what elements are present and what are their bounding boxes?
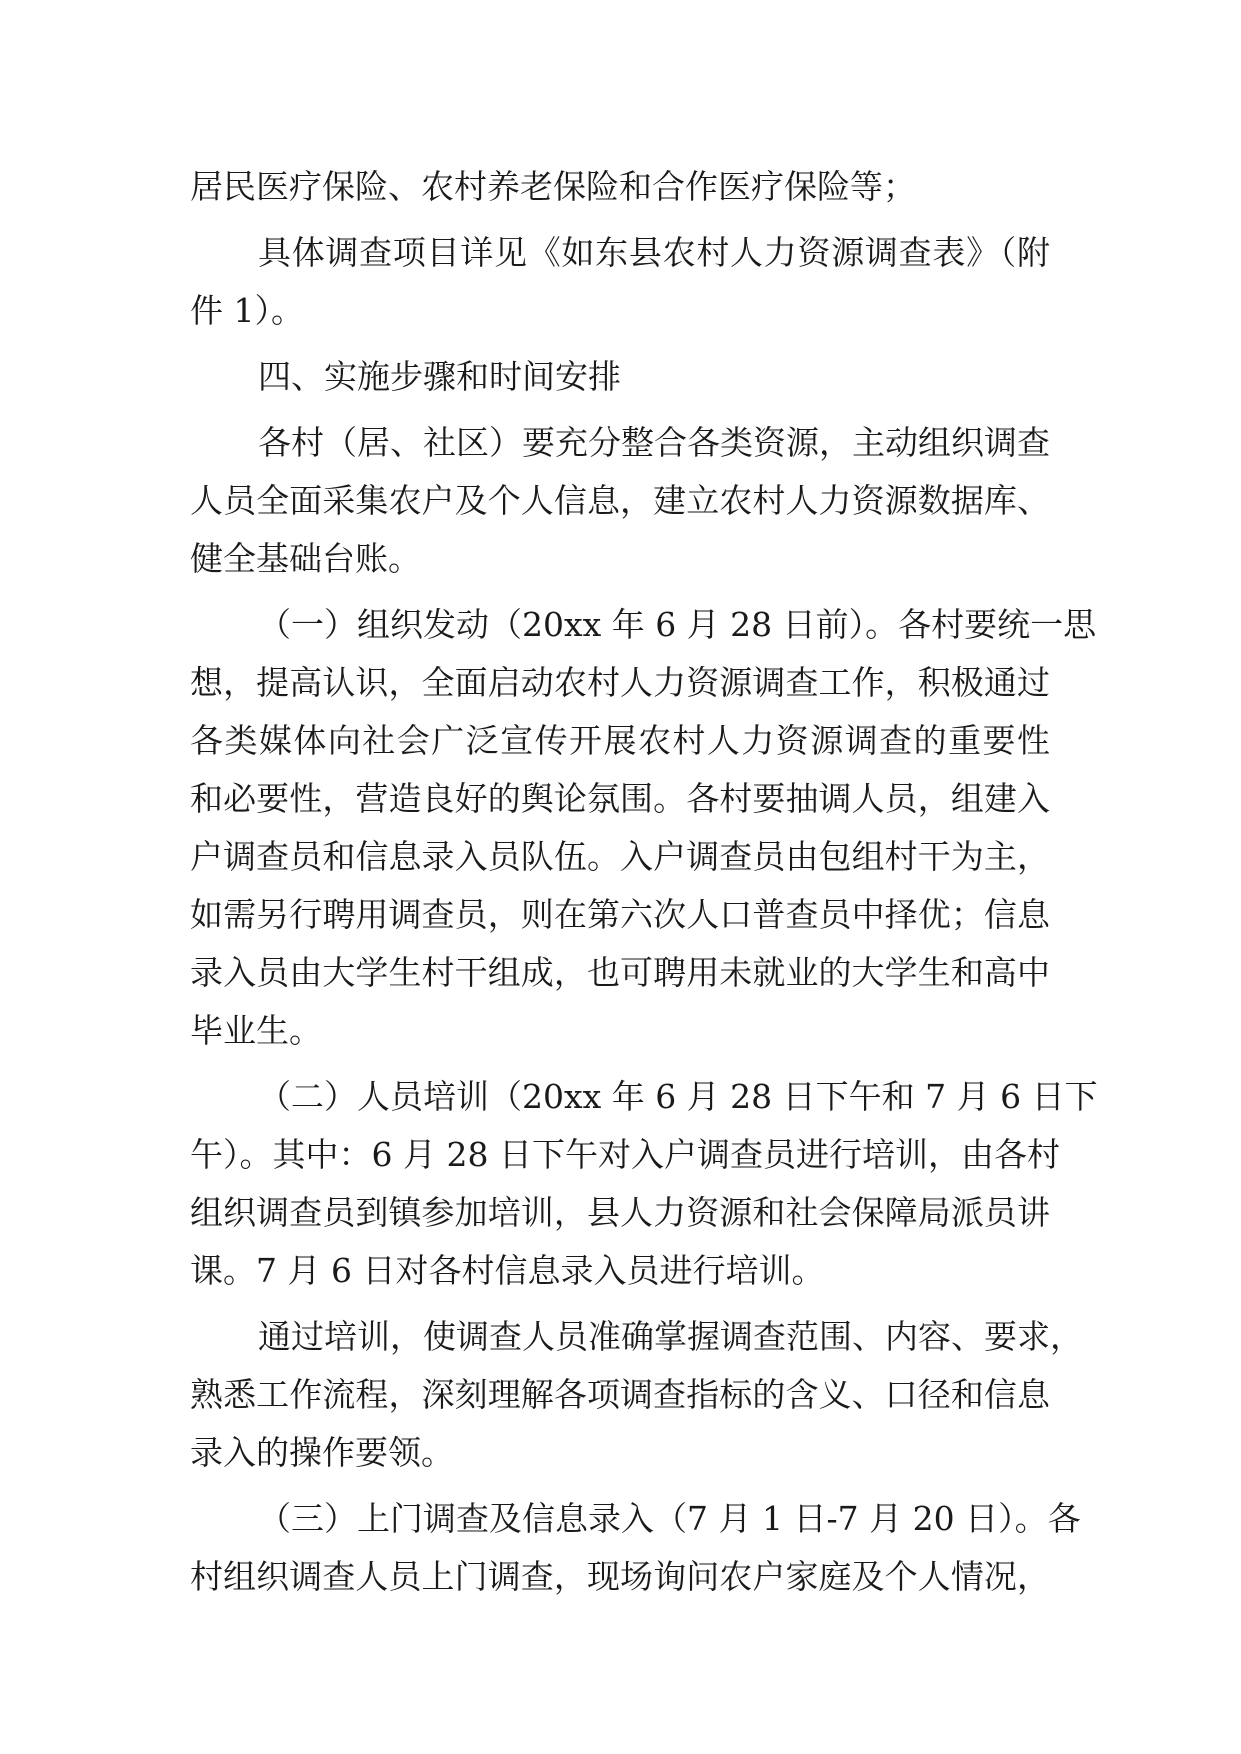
text-line: 通过培训，使调查人员准确掌握调查范围、内容、要求，	[258, 1317, 1083, 1356]
text-line: （一）组织发动（20xx 年 6 月 28 日前）。各村要统一思	[258, 605, 1097, 644]
text-line: 课。7 月 6 日对各村信息录入员进行培训。	[190, 1251, 825, 1290]
text-line: 村组织调查人员上门调查，现场询问农户家庭及个人情况，	[190, 1557, 1050, 1596]
text-line: 各村（居、社区）要充分整合各类资源，主动组织调查	[258, 423, 1050, 462]
paragraph-gap	[190, 1482, 1050, 1490]
text-line: 和必要性，营造良好的舆论氛围。各村要抽调人员，组建入	[190, 779, 1050, 818]
paragraph-gap	[190, 340, 1050, 348]
text-line: 如需另行聘用调查员，则在第六次人口普查员中择优；信息	[190, 895, 1050, 934]
text-line: 户调查员和信息录入员队伍。入户调查员由包组村干为主，	[190, 837, 1050, 876]
text-line: 熟悉工作流程，深刻理解各项调查指标的含义、口径和信息	[190, 1375, 1050, 1414]
text-line: 组织调查员到镇参加培训，县人力资源和社会保障局派员讲	[190, 1193, 1050, 1232]
text-line: （三）上门调查及信息录入（7 月 1 日-7 月 20 日）。各	[258, 1499, 1081, 1538]
text-line: 想，提高认识，全面启动农村人力资源调查工作，积极通过	[190, 663, 1050, 702]
paragraph-gap	[190, 1300, 1050, 1308]
paragraph-gap	[190, 1060, 1050, 1068]
text-line: 人员全面采集农户及个人信息，建立农村人力资源数据库、	[190, 481, 1050, 520]
text-line: 录入员由大学生村干组成，也可聘用未就业的大学生和高中	[190, 953, 1050, 992]
paragraph-gap	[190, 588, 1050, 596]
text-line: 录入的操作要领。	[190, 1433, 454, 1472]
text-line: 四、实施步骤和时间安排	[258, 357, 621, 396]
text-line: 毕业生。	[190, 1011, 322, 1050]
paragraph-gap	[190, 406, 1050, 414]
document-body	[190, 158, 1098, 1606]
paragraph-gap	[190, 216, 1050, 224]
text-line: 健全基础台账。	[190, 539, 421, 578]
text-line: 具体调查项目详见《如东县农村人力资源调查表》（附	[258, 233, 1050, 272]
text-line: 各类媒体向社会广泛宣传开展农村人力资源调查的重要性	[190, 721, 1050, 760]
text-line: 件 1）。	[190, 291, 304, 330]
text-line: （二）人员培训（20xx 年 6 月 28 日下午和 7 月 6 日下	[258, 1077, 1098, 1116]
text-line: 午）。其中：6 月 28 日下午对入户调查员进行培训，由各村	[190, 1135, 1060, 1174]
text-line: 居民医疗保险、农村养老保险和合作医疗保险等；	[190, 167, 916, 206]
